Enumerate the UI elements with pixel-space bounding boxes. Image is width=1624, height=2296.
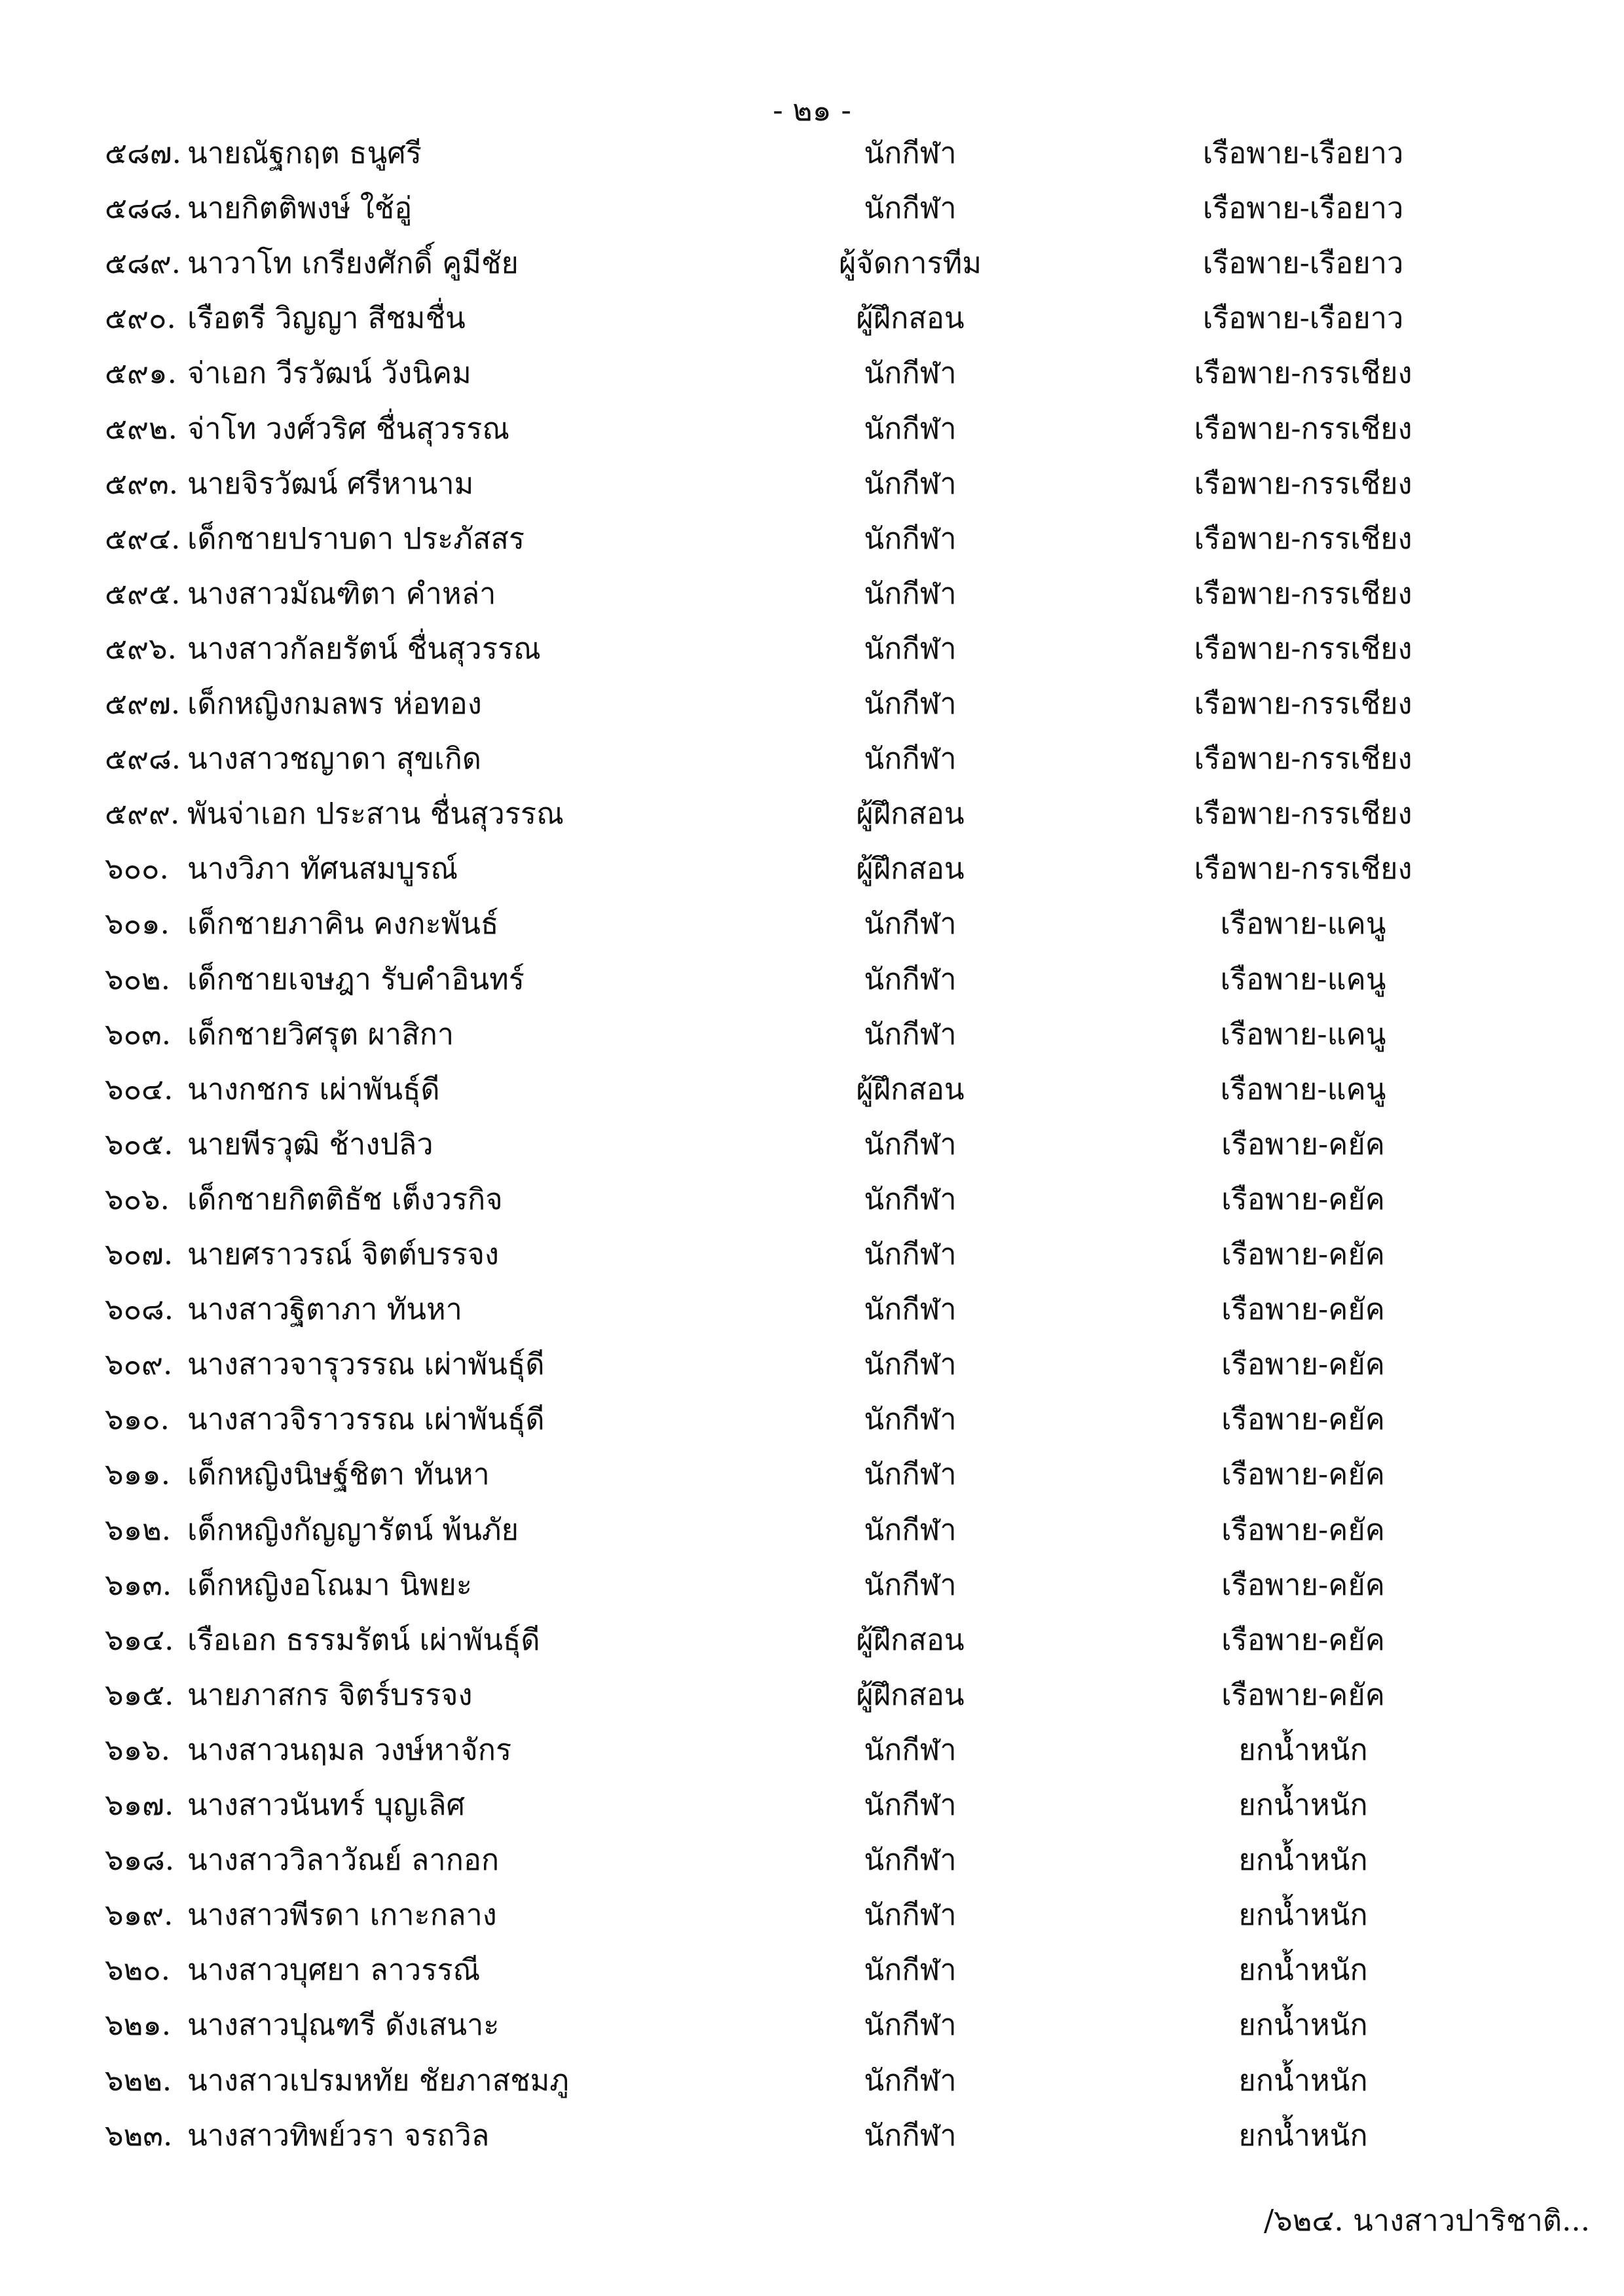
row-number: ๖๑๒. (105, 1512, 172, 1547)
roster-row (0, 1942, 1624, 1997)
person-name: นางสาวปุณฑรี ดังเสนาะ (187, 2007, 500, 2043)
row-number: ๖๒๐. (105, 1952, 170, 1988)
roster-row (0, 1117, 1624, 1172)
row-number: ๖๐๒. (105, 961, 170, 996)
sport-event: เรือพาย-เรือยาว (1202, 136, 1404, 170)
sport-event: เรือพาย-คยัค (1221, 1457, 1385, 1492)
row-number: ๖๑๗. (105, 1787, 174, 1822)
roster-row (0, 126, 1624, 181)
row-number: ๖๐๓. (105, 1016, 172, 1051)
sport-event: เรือพาย-กรรเชียง (1194, 851, 1412, 886)
roster-row (0, 676, 1624, 731)
person-role: นักกีฬา (864, 191, 957, 226)
row-number: ๖๒๑. (105, 2007, 172, 2043)
row-number: ๖๒๓. (105, 2117, 173, 2153)
person-role: ผู้ฝึกสอน (856, 1071, 965, 1106)
row-number: ๕๙๗. (105, 686, 181, 721)
row-number: ๕๙๘. (105, 741, 181, 776)
person-role: นักกีฬา (864, 1732, 957, 1767)
row-number: ๖๒๒. (105, 2062, 172, 2098)
person-role: นักกีฬา (864, 686, 957, 721)
person-name: เรือเอก ธรรมรัตน์ เผ่าพันธุ์ดี (187, 1622, 540, 1657)
person-role: นักกีฬา (864, 2062, 957, 2098)
row-number: ๖๐๖. (105, 1181, 170, 1216)
roster-row (0, 566, 1624, 621)
person-role: นักกีฬา (864, 1126, 957, 1161)
sport-event: เรือพาย-คยัค (1221, 1347, 1385, 1382)
row-number: ๖๑๐. (105, 1402, 170, 1437)
row-number: ๕๘๘. (105, 191, 182, 226)
person-name: เด็กหญิงกมลพร ห่อทอง (187, 686, 482, 721)
person-name: นายณัฐกฤต ธนูศรี (187, 136, 422, 170)
person-name: นางกชกร เผ่าพันธุ์ดี (187, 1071, 440, 1106)
sport-event: ยกน้ำหนัก (1238, 1952, 1368, 1988)
roster-row (0, 786, 1624, 841)
row-number: ๖๐๗. (105, 1237, 174, 1271)
row-number: ๕๘๗. (105, 136, 181, 170)
person-name: เด็กหญิงนิษฐ์ชิตา ทันหา (187, 1457, 490, 1492)
row-number: ๖๐๑. (105, 906, 170, 941)
row-number: ๖๐๐. (105, 851, 169, 886)
person-name: นางสาวบุศยา ลาวรรณี (187, 1952, 481, 1988)
row-number: ๕๙๐. (105, 301, 176, 336)
roster-row (0, 1777, 1624, 1832)
row-number: ๕๙๕. (105, 575, 181, 611)
sport-event: เรือพาย-แคนู (1220, 961, 1386, 996)
sport-event: ยกน้ำหนัก (1238, 2117, 1368, 2153)
person-name: เด็กหญิงกัญญารัตน์ พ้นภัย (187, 1512, 519, 1547)
row-number: ๖๑๙. (105, 1897, 174, 1933)
row-number: ๕๘๙. (105, 246, 181, 281)
person-role: นักกีฬา (864, 465, 957, 501)
person-name: นางสาวทิพย์วรา จรถวิล (187, 2117, 490, 2153)
sport-event: เรือพาย-กรรเชียง (1194, 575, 1412, 611)
row-number: ๕๙๙. (105, 796, 180, 831)
sport-event: เรือพาย-กรรเชียง (1194, 796, 1412, 831)
person-role: ผู้ฝึกสอน (856, 851, 965, 886)
person-name: นายศราวรณ์ จิตต์บรรจง (187, 1237, 499, 1271)
sport-event: เรือพาย-กรรเชียง (1194, 686, 1412, 721)
person-role: ผู้ฝึกสอน (856, 301, 965, 336)
person-name: นางสาวจารุวรรณ เผ่าพันธุ์ดี (187, 1347, 545, 1382)
person-name: นางสาววิลาวัณย์ ลากอก (187, 1842, 500, 1878)
roster-row (0, 1392, 1624, 1447)
person-role: นักกีฬา (864, 1402, 957, 1437)
person-role: นักกีฬา (864, 906, 957, 941)
sport-event: เรือพาย-คยัค (1221, 1677, 1385, 1712)
roster-row (0, 1667, 1624, 1722)
person-name: นางสาวมัณฑิตา คำหล่า (187, 575, 496, 611)
row-number: ๖๐๕. (105, 1126, 174, 1161)
roster-row (0, 1282, 1624, 1337)
roster-row (0, 2108, 1624, 2163)
sport-event: เรือพาย-กรรเชียง (1194, 355, 1412, 391)
person-name: จ่าโท วงศ์วริศ ชื่นสุวรรณ (187, 410, 510, 446)
person-name: นางสาวจิราวรรณ เผ่าพันธุ์ดี (187, 1402, 545, 1437)
roster-row (0, 401, 1624, 456)
sport-event: เรือพาย-เรือยาว (1202, 301, 1404, 336)
sport-event: เรือพาย-คยัค (1221, 1622, 1385, 1657)
sport-event: เรือพาย-แคนู (1220, 1016, 1386, 1051)
person-role: นักกีฬา (864, 1181, 957, 1216)
roster-row (0, 291, 1624, 346)
person-name: เด็กชายกิตติธัช เต็งวรกิจ (187, 1181, 503, 1216)
person-role: นักกีฬา (864, 1457, 957, 1492)
person-role: นักกีฬา (864, 1512, 957, 1547)
roster-row (0, 1062, 1624, 1117)
sport-event: เรือพาย-กรรเชียง (1194, 465, 1412, 501)
roster-row (0, 346, 1624, 401)
person-name: นายจิรวัฒน์ ศรีหานาม (187, 465, 474, 501)
person-name: นางสาวฐิตาภา ทันหา (187, 1292, 462, 1327)
sport-event: ยกน้ำหนัก (1238, 2007, 1368, 2043)
row-number: ๖๑๘. (105, 1842, 175, 1878)
person-role: นักกีฬา (864, 136, 957, 170)
sport-event: เรือพาย-คยัค (1221, 1402, 1385, 1437)
roster-row (0, 1887, 1624, 1942)
roster-row (0, 896, 1624, 951)
person-role: นักกีฬา (864, 741, 957, 776)
continuation-note: /๖๒๔. นางสาวปาริชาติ... (1263, 2203, 1590, 2238)
person-name: เด็กชายเจษฎา รับคำอินทร์ (187, 961, 525, 996)
person-role: นักกีฬา (864, 1347, 957, 1382)
person-name: เด็กหญิงอโณมา นิพยะ (187, 1567, 472, 1602)
roster-row (0, 952, 1624, 1007)
sport-event: ยกน้ำหนัก (1238, 1897, 1368, 1933)
sport-event: เรือพาย-เรือยาว (1202, 191, 1404, 226)
person-role: นักกีฬา (864, 520, 957, 556)
sport-event: ยกน้ำหนัก (1238, 2062, 1368, 2098)
person-role: นักกีฬา (864, 1567, 957, 1602)
person-name: เด็กชายวิศรุต ผาสิกา (187, 1016, 454, 1051)
person-role: นักกีฬา (864, 1016, 957, 1051)
person-name: เรือตรี วิญญา สีชมชื่น (187, 301, 466, 336)
person-role: ผู้ฝึกสอน (856, 1622, 965, 1657)
row-number: ๕๙๖. (105, 630, 177, 666)
sport-event: เรือพาย-คยัค (1221, 1512, 1385, 1547)
sport-event: ยกน้ำหนัก (1238, 1842, 1368, 1878)
person-name: นางวิภา ทัศนสมบูรณ์ (187, 851, 458, 886)
person-name: นางสาวเปรมหทัย ชัยภาสชมภู (187, 2062, 569, 2098)
roster-row (0, 1997, 1624, 2052)
sport-event: เรือพาย-กรรเชียง (1194, 520, 1412, 556)
person-name: นางสาวนฤมล วงษ์หาจักร (187, 1732, 512, 1767)
roster-row (0, 181, 1624, 236)
row-number: ๖๐๘. (105, 1292, 174, 1327)
row-number: ๕๙๒. (105, 410, 177, 446)
sport-event: เรือพาย-แคนู (1220, 906, 1386, 941)
person-name: เด็กชายปราบดา ประภัสสร (187, 520, 525, 556)
sport-event: เรือพาย-คยัค (1221, 1181, 1385, 1216)
sport-event: เรือพาย-แคนู (1220, 1071, 1386, 1106)
person-role: นักกีฬา (864, 575, 957, 611)
roster-row (0, 1337, 1624, 1392)
person-name: นางสาวนันทร์ บุญเลิศ (187, 1787, 466, 1822)
roster-row (0, 1227, 1624, 1282)
person-role: นักกีฬา (864, 1842, 957, 1878)
sport-event: ยกน้ำหนัก (1238, 1732, 1368, 1767)
person-name: นางสาวพีรดา เกาะกลาง (187, 1897, 497, 1933)
row-number: ๖๑๔. (105, 1622, 174, 1657)
roster-row (0, 841, 1624, 896)
row-number: ๕๙๓. (105, 465, 179, 501)
row-number: ๕๙๔. (105, 520, 181, 556)
person-name: พันจ่าเอก ประสาน ชื่นสุวรรณ (187, 796, 564, 831)
sport-event: เรือพาย-คยัค (1221, 1292, 1385, 1327)
sport-event: เรือพาย-คยัค (1221, 1237, 1385, 1271)
row-number: ๖๑๖. (105, 1732, 170, 1767)
person-name: เด็กชายภาคิน คงกะพันธ์ (187, 906, 499, 941)
person-role: นักกีฬา (864, 961, 957, 996)
person-role: นักกีฬา (864, 1952, 957, 1988)
roster-row (0, 1558, 1624, 1613)
person-role: นักกีฬา (864, 355, 957, 391)
roster-row (0, 1172, 1624, 1227)
row-number: ๖๐๙. (105, 1347, 173, 1382)
person-name: จ่าเอก วีรวัฒน์ วังนิคม (187, 355, 471, 391)
sport-event: เรือพาย-กรรเชียง (1194, 410, 1412, 446)
person-name: นางสาวชญาดา สุขเกิด (187, 741, 482, 776)
person-name: นางสาวกัลยรัตน์ ชื่นสุวรรณ (187, 630, 541, 666)
person-name: นายภาสกร จิตร์บรรจง (187, 1677, 473, 1712)
person-role: ผู้จัดการทีม (839, 246, 982, 281)
person-role: นักกีฬา (864, 2007, 957, 2043)
person-role: นักกีฬา (864, 2117, 957, 2153)
person-role: นักกีฬา (864, 1787, 957, 1822)
sport-event: เรือพาย-เรือยาว (1202, 246, 1404, 281)
roster-row (0, 1832, 1624, 1887)
person-name: นายพีรวุฒิ ช้างปลิว (187, 1126, 434, 1161)
roster-row (0, 1613, 1624, 1667)
roster-row (0, 1503, 1624, 1558)
roster-row (0, 1007, 1624, 1062)
person-name: นาวาโท เกรียงศักดิ์ คูมีชัย (187, 246, 519, 281)
sport-event: ยกน้ำหนัก (1238, 1787, 1368, 1822)
roster-row (0, 731, 1624, 786)
row-number: ๕๙๑. (105, 355, 177, 391)
row-number: ๖๐๔. (105, 1071, 174, 1106)
roster-row (0, 2053, 1624, 2108)
person-role: ผู้ฝึกสอน (856, 796, 965, 831)
person-role: นักกีฬา (864, 410, 957, 446)
person-role: นักกีฬา (864, 1897, 957, 1933)
sport-event: เรือพาย-คยัค (1221, 1567, 1385, 1602)
row-number: ๖๑๑. (105, 1457, 170, 1492)
roster-row (0, 1722, 1624, 1777)
roster-row (0, 1447, 1624, 1502)
person-role: นักกีฬา (864, 1292, 957, 1327)
sport-event: เรือพาย-คยัค (1221, 1126, 1385, 1161)
roster-row (0, 511, 1624, 566)
page-number: - ๒๑ - (773, 92, 851, 128)
row-number: ๖๑๕. (105, 1677, 174, 1712)
person-name: นายกิตติพงษ์ ใช้อู่ (187, 191, 413, 226)
sport-event: เรือพาย-กรรเชียง (1194, 741, 1412, 776)
person-role: นักกีฬา (864, 1237, 957, 1271)
person-role: นักกีฬา (864, 630, 957, 666)
roster-row (0, 621, 1624, 676)
person-role: ผู้ฝึกสอน (856, 1677, 965, 1712)
row-number: ๖๑๓. (105, 1567, 172, 1602)
roster-row (0, 236, 1624, 291)
roster-row (0, 456, 1624, 511)
sport-event: เรือพาย-กรรเชียง (1194, 630, 1412, 666)
